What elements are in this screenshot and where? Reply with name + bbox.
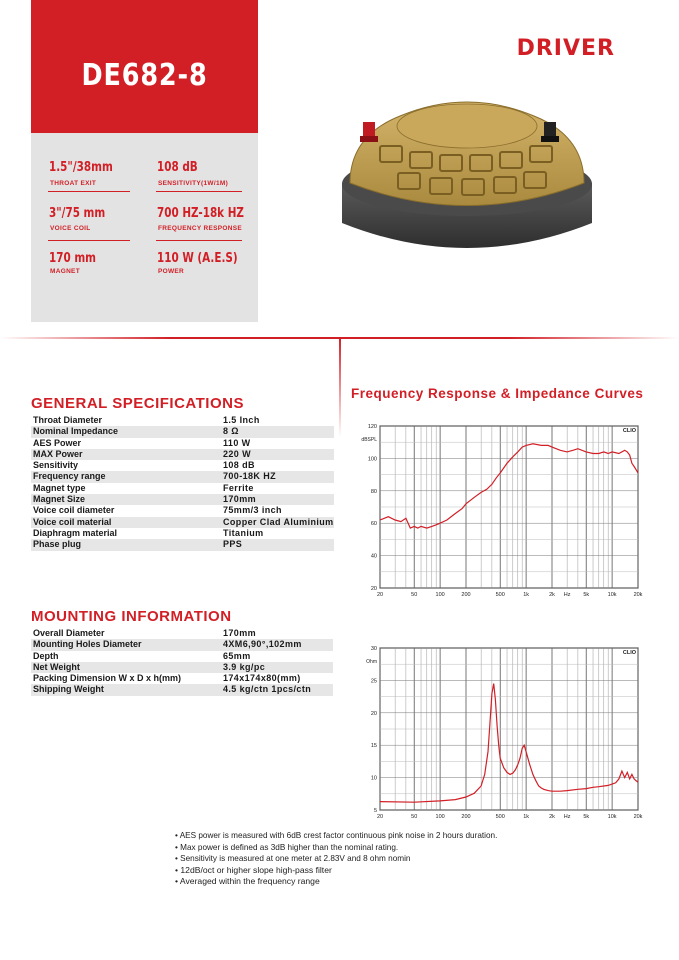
spec-divider: [156, 240, 242, 241]
mounting-info-title: MOUNTING INFORMATION: [31, 608, 232, 625]
x-tick-label: 20k: [633, 592, 643, 598]
footnotes: [175, 830, 497, 888]
key-spec-label: MAGNET: [50, 268, 80, 275]
spec-value: Titanium: [223, 527, 264, 538]
category-title: DRIVER: [516, 36, 615, 61]
table-row: [31, 426, 334, 437]
table-row: [31, 415, 334, 426]
table-row: [31, 539, 334, 550]
x-tick-label: 500: [495, 592, 505, 598]
footnote: • Sensitivity is measured at one meter at 2.83V and 8 ohm nomin: [175, 854, 411, 864]
key-spec-value: 110 W (A.E.S): [157, 251, 238, 266]
table-row: [31, 517, 334, 528]
key-spec-label: FREQUENCY RESPONSE: [158, 225, 243, 232]
table-row: [31, 639, 333, 650]
x-tick-label: 500: [495, 814, 505, 820]
spec-value: 170mm: [223, 628, 257, 638]
key-spec-label: VOICE COIL: [50, 225, 91, 232]
table-row: [31, 628, 333, 639]
spec-key: Voice coil material: [31, 517, 221, 528]
spec-value: 170mm: [221, 494, 334, 505]
spec-key: Nominal Impedance: [31, 426, 221, 437]
spec-divider: [156, 191, 242, 192]
y-axis-label: Ohm: [366, 659, 377, 665]
corner-label: CLIO: [622, 650, 636, 656]
spec-key: Sensitivity: [33, 460, 79, 471]
impedance-chart: [350, 640, 645, 825]
y-tick-label: 80: [370, 488, 377, 495]
x-tick-label: 100: [435, 814, 445, 820]
y-tick-label: 15: [370, 743, 377, 750]
key-spec-value: 1.5"/38mm: [49, 160, 113, 175]
x-tick-label: 2k: [549, 592, 555, 598]
footnote: • Max power is defined as 3dB higher than the nominal rating.: [175, 842, 399, 852]
x-tick-label: 5k: [583, 814, 590, 820]
x-tick-label: 20k: [633, 814, 643, 820]
table-row: [31, 662, 333, 673]
spec-value: 4.5 kg/ctn 1pcs/ctn: [221, 684, 333, 695]
spec-value: 700-18K HZ: [221, 471, 334, 482]
general-specs-title: GENERAL SPECIFICATIONS: [31, 395, 244, 412]
spec-value: 75mm/3 inch: [223, 505, 282, 516]
curves-title: Frequency Response & Impedance Curves: [351, 386, 644, 401]
table-row: [31, 651, 333, 662]
frequency-response-chart: [350, 418, 645, 603]
y-tick-label: 30: [370, 646, 377, 652]
key-spec-label: SENSITIVITY(1W/1M): [158, 180, 229, 187]
spec-key: AES Power: [33, 437, 82, 448]
spec-value: 4XM6,90°,102mm: [221, 639, 333, 650]
column-divider: [339, 337, 341, 437]
x-tick-label: 50: [411, 814, 418, 820]
spec-key: Magnet type: [33, 482, 86, 493]
spec-key: Shipping Weight: [31, 684, 221, 695]
general-specs-table: [31, 415, 334, 551]
y-tick-label: 20: [370, 710, 377, 717]
x-tick-label: 2k: [549, 814, 555, 820]
spec-value: 3.9 kg/pc: [221, 662, 333, 673]
spec-value: 1.5 Inch: [223, 415, 260, 425]
spec-value: 110 W: [223, 437, 251, 448]
spec-key: Diaphragm material: [33, 527, 118, 538]
x-tick-label: Hz: [563, 592, 571, 598]
key-spec-label: POWER: [158, 268, 185, 275]
driver-product-image: [330, 88, 605, 258]
x-tick-label: 200: [461, 592, 471, 598]
spec-value: 174x174x80(mm): [223, 673, 301, 684]
spec-key: Mounting Holes Diameter: [31, 639, 221, 650]
footnote: • AES power is measured with 6dB crest factor continuous pink noise in 2 hours duration.: [175, 831, 498, 840]
key-spec-label: THROAT EXIT: [50, 180, 97, 187]
table-row: [31, 505, 334, 516]
x-tick-label: 5k: [583, 592, 590, 598]
y-tick-label: 40: [370, 553, 377, 560]
y-tick-label: 10: [370, 775, 377, 782]
spec-divider: [48, 240, 130, 241]
spec-key: Packing Dimension W x D x h(mm): [33, 673, 182, 684]
x-tick-label: 200: [461, 814, 471, 820]
spec-key: Phase plug: [31, 539, 221, 550]
spec-key: Frequency range: [31, 471, 221, 482]
key-spec-value: 170 mm: [49, 251, 97, 266]
y-tick-label: 25: [370, 678, 377, 685]
key-spec-value: 3"/75 mm: [49, 206, 106, 221]
y-tick-label: 5: [373, 808, 377, 814]
mounting-info-table: [31, 628, 333, 696]
x-tick-label: Hz: [563, 814, 571, 820]
x-tick-label: 100: [435, 592, 445, 598]
spec-key: Depth: [33, 650, 59, 661]
spec-divider: [48, 191, 130, 192]
table-row: [31, 471, 334, 482]
y-tick-label: 60: [370, 521, 377, 528]
table-row: [31, 460, 334, 471]
spec-value: PPS: [221, 539, 334, 550]
footnote: • 12dB/oct or higher slope high-pass filter: [175, 864, 332, 875]
x-tick-label: 10k: [607, 592, 617, 598]
x-tick-label: 50: [411, 592, 418, 598]
y-axis-label: dBSPL: [361, 437, 377, 443]
table-row: [31, 494, 334, 505]
x-tick-label: 20: [376, 814, 384, 820]
x-tick-label: 1k: [523, 592, 530, 598]
spec-key: MAX Power: [31, 449, 221, 460]
spec-key: Throat Diameter: [33, 415, 103, 425]
x-tick-label: 10k: [607, 814, 617, 820]
spec-value: 65mm: [223, 650, 251, 661]
footnote: • Averaged within the frequency range: [175, 876, 320, 887]
y-tick-label: 100: [367, 456, 377, 463]
spec-key: Magnet Size: [31, 494, 221, 505]
model-title: DE682-8: [81, 58, 208, 93]
key-spec-value: 700 HZ-18k HZ: [157, 206, 244, 221]
spec-value: Copper Clad Aluminium: [223, 516, 334, 527]
spec-key: Overall Diameter: [33, 628, 105, 638]
table-row: [31, 673, 333, 684]
y-tick-label: 20: [370, 586, 377, 592]
spec-value: 220 W: [221, 449, 334, 460]
x-tick-label: 1k: [523, 814, 530, 820]
y-tick-label: 120: [367, 424, 377, 430]
table-row: [31, 438, 334, 449]
spec-key: Voice coil diameter: [33, 505, 115, 516]
spec-value: 8 Ω: [221, 426, 334, 437]
table-row: [31, 684, 333, 695]
spec-value: Ferrite: [223, 482, 254, 493]
key-spec-value: 108 dB: [157, 160, 198, 175]
table-row: [31, 483, 334, 494]
spec-value: 108 dB: [223, 460, 255, 471]
x-tick-label: 20: [376, 592, 384, 598]
corner-label: CLIO: [622, 428, 636, 434]
table-row: [31, 449, 334, 460]
table-row: [31, 528, 334, 539]
spec-key: Net Weight: [31, 662, 221, 673]
